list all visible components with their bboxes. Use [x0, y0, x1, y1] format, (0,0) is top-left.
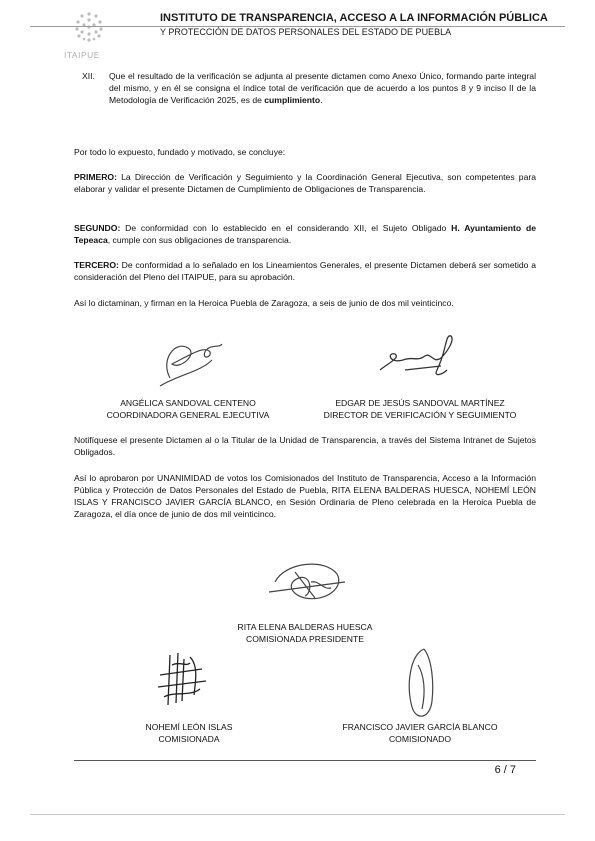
signature-rita [265, 552, 355, 612]
signer-name: FRANCISCO JAVIER GARCÍA BLANCO [342, 722, 498, 732]
tercero-text: De conformidad a lo señalado en los Lineamientos Generales, el presente Dictamen deberá ser sometido a consideración del Pleno del ITAIPUE, para su aprobación. [74, 260, 536, 282]
resolutivo-segundo [74, 222, 536, 246]
signer-title: COMISIONADA PRESIDENTE [246, 634, 364, 644]
logo-text: ITAIPUE [64, 50, 100, 60]
signer-name: ANGÉLICA SANDOVAL CENTENO [120, 398, 256, 408]
primero-text: La Dirección de Verificación y Seguimiento y la Coordinación General Ejecutiva, son competentes para elaborar y validar el presente Dictamen de Cumplimiento de Obligaciones de Transparencia. [74, 172, 536, 194]
institution-title: INSTITUTO DE TRANSPARENCIA, ACCESO A LA INFORMACIÓN PÚBLICA [160, 12, 548, 24]
segundo-end: , cumple con sus obligaciones de transparencia. [107, 235, 292, 245]
signer-title: COMISIONADO [388, 734, 452, 744]
signer-name: NOHEMÍ LEÓN ISLAS [145, 722, 233, 732]
signature-angelica [150, 330, 230, 390]
tercero-label: TERCERO: [74, 260, 119, 270]
aprobaron-text: Así lo aprobaron por UNANIMIDAD de votos los Comisionados del Instituto de Transparencia, Acceso a la Información Pública y Protección de Datos Personales del Estado de Puebla, RITA ELENA BALDERAS HUESCA, NOHEMÍ LEÓN ISLAS Y FRANCISCO JAVIER GARCÍA BLANCO, en Sesión Ordinaria de Pleno celebrada en la Heroica Puebla de Zaragoza, el día once de junio de dos mil veinticinco. [74, 473, 536, 519]
segundo-bold: H. Ayuntamiento de Tepeaca [74, 223, 536, 245]
institution-subtitle: Y PROTECCIÓN DE DATOS PERSONALES DEL ESTADO DE PUEBLA [160, 27, 452, 37]
resolutivo-tercero [74, 259, 536, 283]
conclusion-intro: Por todo lo expuesto, fundado y motivado, se concluye: [74, 147, 286, 157]
resolutivo-primero [74, 171, 536, 195]
item-xii-text-main: Que el resultado de la verificación se adjunta al presente dictamen como Anexo Único, formando parte integral del mismo, y en él se consigna el índice total de verificación que de acuerdo a los puntos 8 y 9 inciso II de la Metodología de Verificación 2025, es de [109, 71, 536, 105]
signature-francisco [400, 645, 450, 725]
signer-block-angelica [74, 397, 302, 421]
signer-name: EDGAR DE JESÚS SANDOVAL MARTÍNEZ [335, 398, 505, 408]
segundo-label: SEGUNDO: [74, 223, 121, 233]
signer-title: COMISIONADA [158, 734, 220, 744]
item-xii-bold: cumplimiento [264, 95, 321, 105]
item-number: XII. [82, 71, 95, 81]
logo-dots-icon [66, 6, 112, 48]
signer-title: DIRECTOR DE VERIFICACIÓN Y SEGUIMIENTO [323, 410, 517, 420]
signer-name: RITA ELENA BALDERAS HUESCA [237, 622, 373, 632]
signer-title: COORDINADORA GENERAL EJECUTIVA [106, 410, 270, 420]
signature-edgar [375, 330, 465, 380]
signer-block-edgar [300, 397, 540, 421]
item-xii-end: . [320, 95, 323, 105]
dictaminan-text: Así lo dictaminan, y firman en la Heroica Puebla de Zaragoza, a seis de junio de dos mil veinticinco. [74, 298, 454, 308]
notifiquese-text: Notifíquese el presente Dictamen al o la Titular de la Unidad de Transparencia, a través del Sistema Intranet de Sujetos Obligados. [74, 435, 536, 457]
itaipue-logo [66, 6, 112, 48]
page-number: 6 / 7 [494, 764, 516, 776]
segundo-text: De conformidad con lo establecido en el considerando XII, el Sujeto Obligado [120, 223, 452, 233]
signer-block-president [180, 621, 430, 645]
signer-block-nohemi [104, 721, 274, 745]
signature-nohemi [150, 645, 220, 715]
footer-rule [74, 760, 536, 761]
primero-label: PRIMERO: [74, 172, 117, 182]
signer-block-francisco [310, 721, 530, 745]
item-xii-text [109, 70, 536, 106]
page-bottom-rule [30, 814, 565, 815]
